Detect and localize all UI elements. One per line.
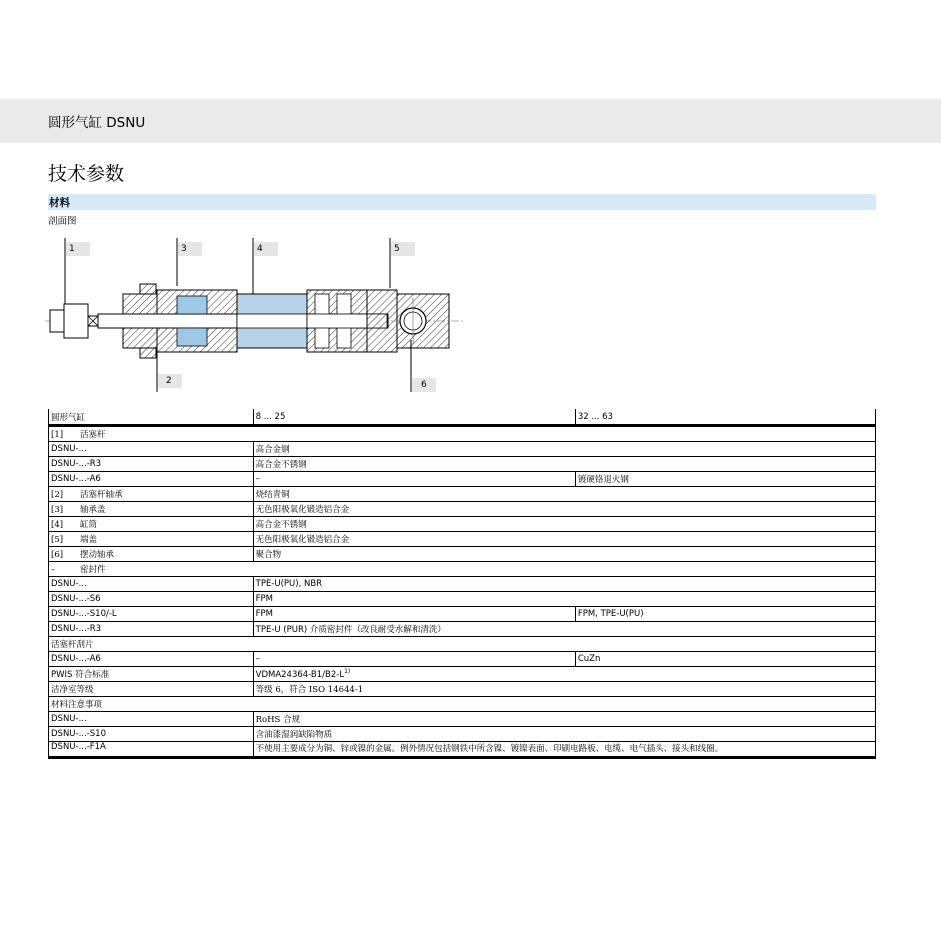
table-row xyxy=(49,697,876,712)
table-row xyxy=(49,562,876,577)
row-label: DSNU-... xyxy=(49,712,254,727)
callout-label-5: 5 xyxy=(394,244,400,254)
table-row xyxy=(49,652,876,667)
table-row xyxy=(49,682,876,697)
row-label: DSNU-...-S6 xyxy=(49,592,254,607)
row-label: 轴承盖 xyxy=(80,505,106,515)
column-header-cylinder: 圆形气缸 xyxy=(49,409,254,426)
column-header-size-large: 32 ... 63 xyxy=(575,409,875,426)
row-value: 聚合物 xyxy=(253,547,875,562)
row-label: 材料注意事项 xyxy=(49,697,876,712)
rod-nut xyxy=(50,310,64,332)
table-header-row xyxy=(49,409,876,426)
rod-bearing-bottom xyxy=(177,328,207,346)
bearing-nut-top xyxy=(140,284,156,294)
row-value-large: FPM, TPE-U(PU) xyxy=(575,607,875,622)
table-row xyxy=(49,667,876,682)
row-value: VDMA24364-B1/B2-L xyxy=(255,669,345,680)
row-label: 缸筒 xyxy=(80,520,98,530)
bearing-nut-bottom xyxy=(140,348,156,358)
row-value: 无色阳极氧化锻造铝合金 xyxy=(253,532,875,547)
table-row xyxy=(49,637,876,652)
cylinder-cross-section-drawing xyxy=(45,238,465,396)
row-number: [4] xyxy=(51,520,64,530)
row-number: [6] xyxy=(51,550,64,560)
materials-table xyxy=(48,409,876,759)
table-row xyxy=(49,426,876,442)
row-number: [1] xyxy=(51,430,64,440)
section-band xyxy=(48,194,876,210)
table-row xyxy=(49,502,876,517)
table-row xyxy=(49,607,876,622)
section-title: 材料 xyxy=(49,197,70,209)
table-row xyxy=(49,712,876,727)
row-label: DSNU-...-R3 xyxy=(49,622,254,637)
table-row xyxy=(49,727,876,742)
row-value: 高合金不锈钢 xyxy=(253,457,875,472)
row-label: DSNU-...-S10/-L xyxy=(49,607,254,622)
row-label: DSNU-...-A6 xyxy=(49,472,254,487)
row-value: TPE-U(PU), NBR xyxy=(253,577,875,592)
row-value: 等级 6，符合 ISO 14644-1 xyxy=(253,682,875,697)
row-number: – xyxy=(51,565,56,575)
end-cap xyxy=(367,290,397,352)
row-value-large: 镀硬铬退火钢 xyxy=(575,472,875,487)
row-value: FPM xyxy=(253,592,875,607)
product-title: 圆形气缸 DSNU xyxy=(48,115,146,131)
row-label: 端盖 xyxy=(80,535,98,545)
table-row xyxy=(49,442,876,457)
table-row xyxy=(49,472,876,487)
row-label: DSNU-...-F1A xyxy=(49,742,254,758)
row-value: 烧结青铜 xyxy=(253,487,875,502)
row-number: [2] xyxy=(51,490,64,500)
rod-hex-nut xyxy=(64,304,88,338)
rod-bearing-top xyxy=(177,296,207,314)
row-value: TPE-U (PUR) 介质密封件（改良耐受水解和清洗） xyxy=(253,622,875,637)
table-row xyxy=(49,457,876,472)
bearing-cap-top xyxy=(123,294,157,314)
row-number: [5] xyxy=(51,535,64,545)
row-value: – xyxy=(253,652,575,667)
row-label: DSNU-...-R3 xyxy=(49,457,254,472)
callout-label-1: 1 xyxy=(69,244,75,254)
table-row xyxy=(49,532,876,547)
row-label: 洁净室等级 xyxy=(49,682,254,697)
row-label: 摆动轴承 xyxy=(80,550,115,560)
table-row xyxy=(49,592,876,607)
row-label: 密封件 xyxy=(80,565,106,575)
row-label: 活塞杆轴承 xyxy=(80,490,123,500)
row-value: – xyxy=(253,472,575,487)
header-band xyxy=(0,99,941,143)
row-label: 活塞杆刮片 xyxy=(49,637,876,652)
row-value: 高合金不锈钢 xyxy=(253,517,875,532)
row-label: 活塞杆 xyxy=(80,430,106,440)
row-label: PWIS 符合标准 xyxy=(49,667,254,682)
callout-label-4: 4 xyxy=(257,244,263,254)
table-row xyxy=(49,547,876,562)
bearing-cap-bottom xyxy=(123,328,157,348)
row-label: DSNU-...-S10 xyxy=(49,727,254,742)
footnote-marker: 1) xyxy=(344,668,351,676)
callout-label-6: 6 xyxy=(421,380,427,390)
page-title: 技术参数 xyxy=(48,163,125,185)
row-label: DSNU-... xyxy=(49,577,254,592)
table-row xyxy=(49,622,876,637)
row-value: RoHS 合规 xyxy=(253,712,875,727)
row-label: DSNU-...-A6 xyxy=(49,652,254,667)
row-value: 无色阳极氧化锻造铝合金 xyxy=(253,502,875,517)
callout-label-2: 2 xyxy=(166,376,172,386)
row-value: 高合金钢 xyxy=(253,442,875,457)
row-number: [3] xyxy=(51,505,64,515)
row-value-large: CuZn xyxy=(575,652,875,667)
callout-label-3: 3 xyxy=(181,244,187,254)
row-value: 不使用主要成分为铜、锌或镍的金属。例外情况包括钢铁中所含镍、镀镍表面、印刷电路板、电缆、电气插头、接头和线圈。 xyxy=(253,742,875,758)
row-value: FPM xyxy=(253,607,575,622)
row-label: DSNU-... xyxy=(49,442,254,457)
row-value: 含油漆湿润缺陷物质 xyxy=(253,727,875,742)
table-row xyxy=(49,517,876,532)
column-header-size-small: 8 ... 25 xyxy=(253,409,575,426)
table-row xyxy=(49,742,876,758)
table-row xyxy=(49,577,876,592)
section-subtitle: 剖面图 xyxy=(48,216,77,227)
table-row xyxy=(49,487,876,502)
